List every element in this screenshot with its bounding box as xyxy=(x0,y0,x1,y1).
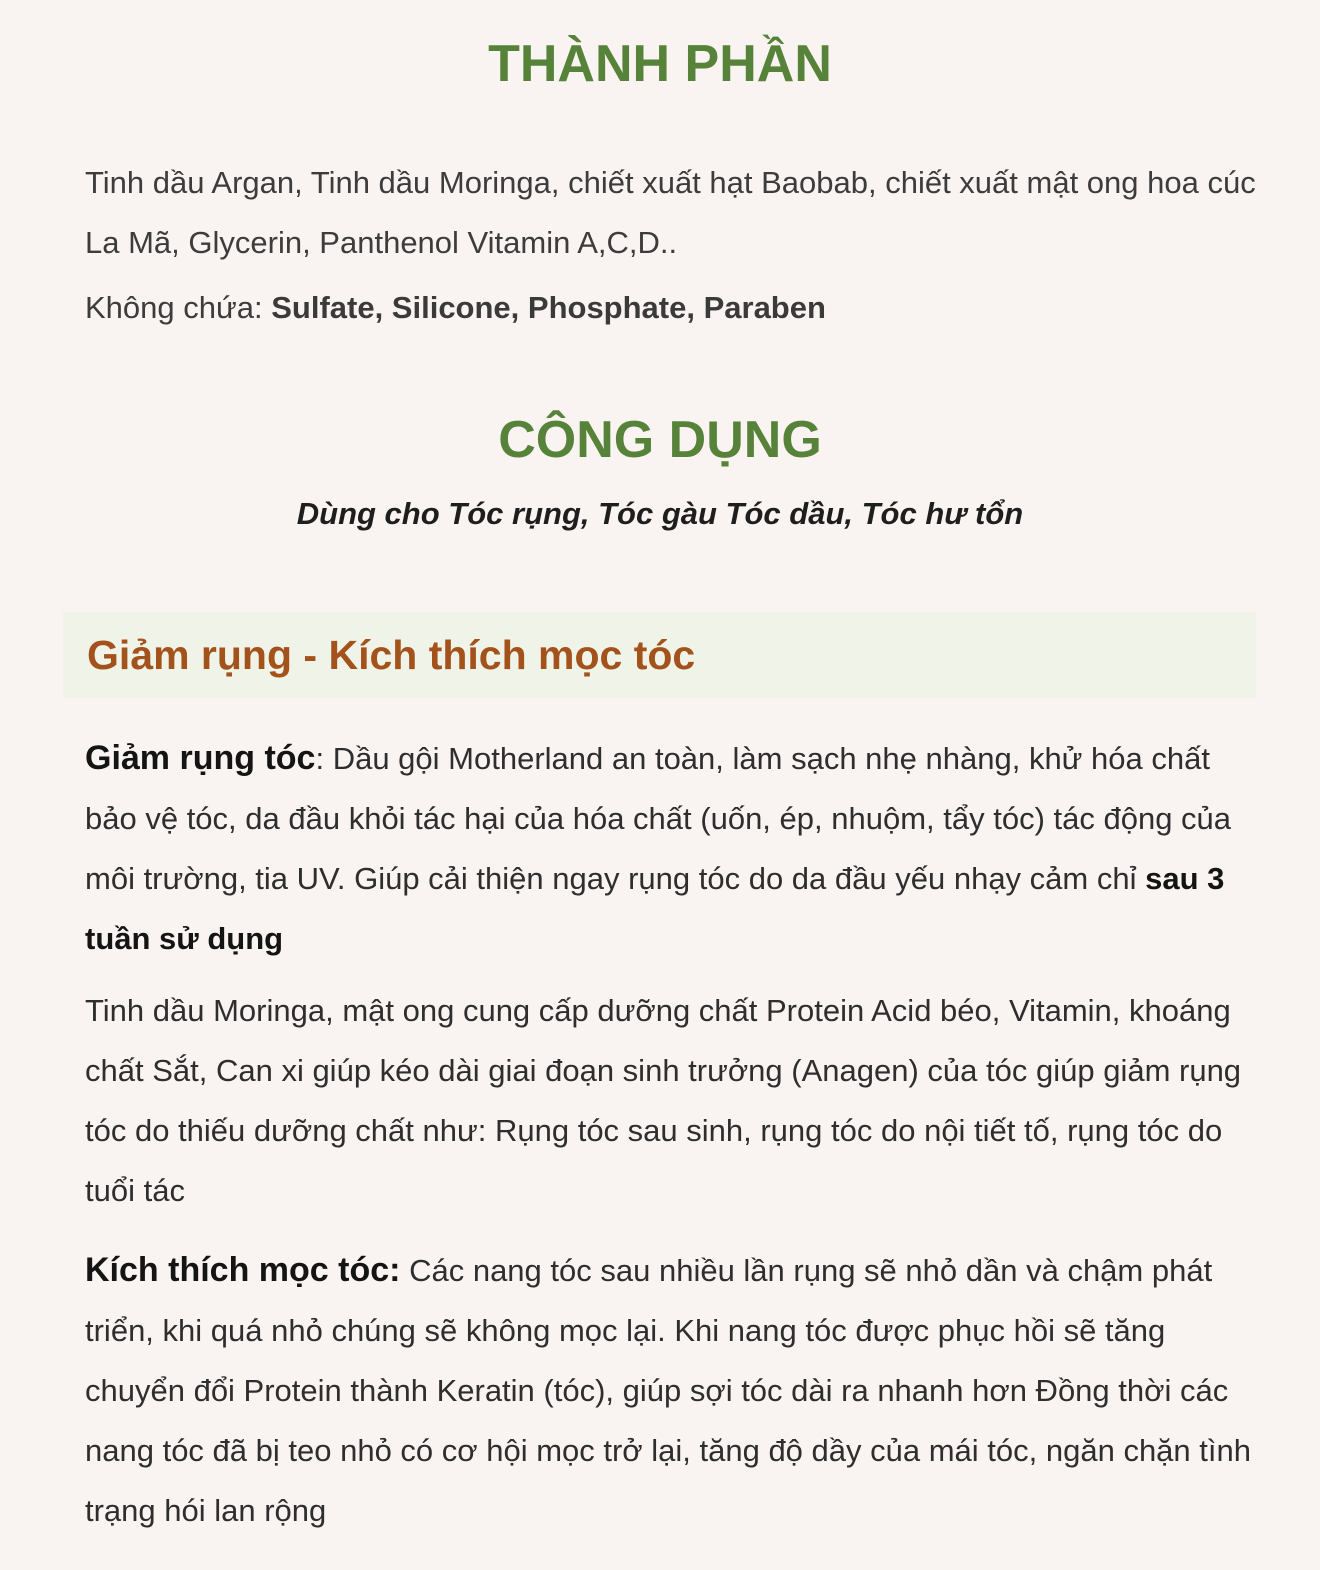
uses-subtitle: Dùng cho Tóc rụng, Tóc gàu Tóc dầu, Tóc hư tổn xyxy=(296,496,1024,531)
hair-loss-text: : Dầu gội Motherland an toàn, làm sạch nhẹ nhàng, khử hóa chất bảo vệ tóc, da đầu khỏi tác hại của hóa chất (uốn, ép, nhuộm, tẩy tóc) tác động của môi trường, tia UV. Giúp cải thiện ngay rụng tóc do da đầu yếu nhạy cảm chỉ xyxy=(85,741,1232,896)
section-heading: Giảm rụng - Kích thích mọc tóc xyxy=(87,632,696,678)
hair-growth-paragraph xyxy=(85,1240,1260,1541)
hair-growth-text: Các nang tóc sau nhiều lần rụng sẽ nhỏ dần và chậm phát triển, khi quá nhỏ chúng sẽ không mọc lại. Khi nang tóc được phục hồi sẽ tăng chuyển đổi Protein thành Keratin (tóc), giúp sợi tóc dài ra nhanh hơn Đồng thời các nang tóc đã bị teo nhỏ có cơ hội mọc trở lại, tăng độ dầy của mái tóc, ngăn chặn tình trạng hói lan rộng xyxy=(85,1253,1251,1528)
not-contain-label: Không chứa: xyxy=(85,290,272,325)
hair-loss-emphasis: sau 3 tuần sử dụng xyxy=(85,861,1225,956)
hair-growth-lead: Kích thích mọc tóc: xyxy=(85,1251,401,1289)
nutrition-paragraph: Tinh dầu Moringa, mật ong cung cấp dưỡng chất Protein Acid béo, Vitamin, khoáng chất Sắt, Can xi giúp kéo dài giai đoạn sinh trưởng (Anagen) của tóc giúp giảm rụng tóc do thiếu dưỡng chất như: Rụng tóc sau sinh, rụng tóc do nội tiết tố, rụng tóc do tuổi tác xyxy=(85,993,1242,1208)
hair-loss-paragraph xyxy=(85,728,1260,969)
ingredients-title: THÀNH PHẦN xyxy=(488,35,832,93)
uses-title: CÔNG DỤNG xyxy=(498,411,822,469)
not-contain-items: Sulfate, Silicone, Phosphate, Paraben xyxy=(271,290,826,325)
ingredients-text: Tinh dầu Argan, Tinh dầu Moringa, chiết xuất hạt Baobab, chiết xuất mật ong hoa cúc La Mã, Glycerin, Panthenol Vitamin A,C,D.. xyxy=(85,165,1256,260)
section-heading-band xyxy=(63,612,1256,698)
not-contain-line xyxy=(85,278,1260,338)
hair-loss-lead: Giảm rụng tóc xyxy=(85,739,316,777)
